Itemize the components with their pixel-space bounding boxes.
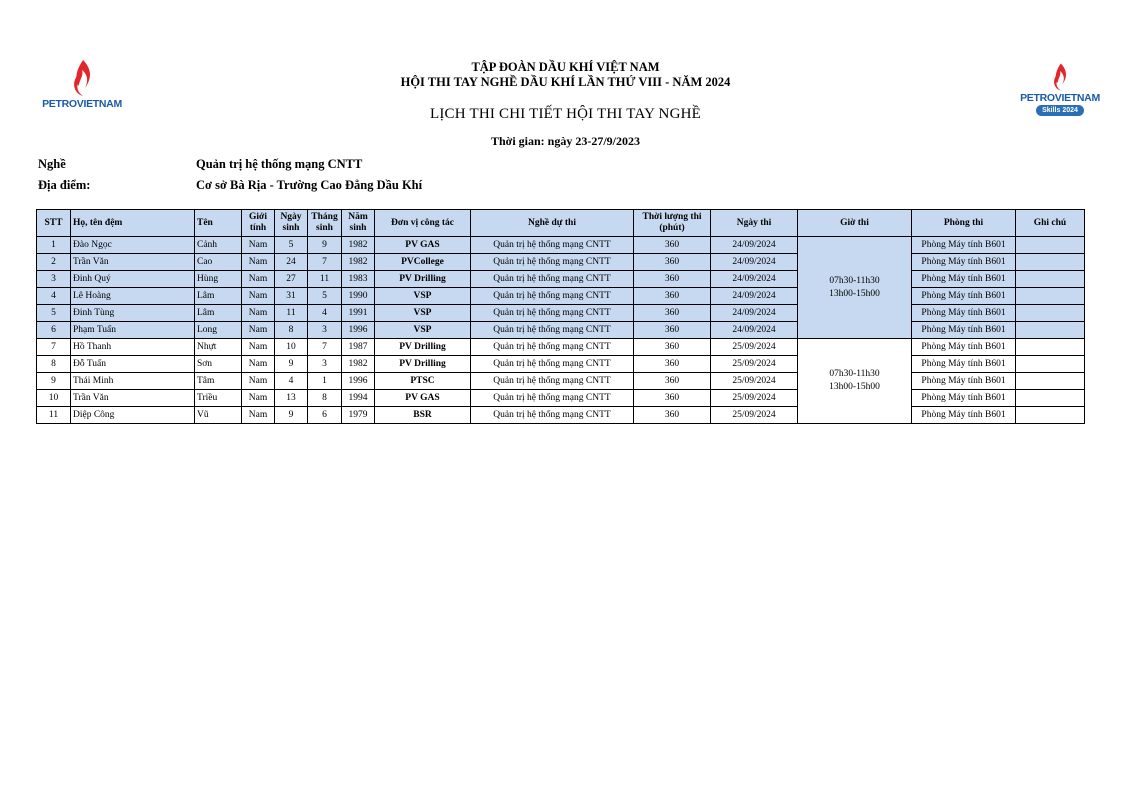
cell-organization: PV GAS bbox=[375, 237, 471, 254]
cell-notes bbox=[1016, 237, 1085, 254]
exam-time-afternoon: 13h00-15h00 bbox=[829, 288, 880, 299]
col-header: Phòng thi bbox=[912, 210, 1016, 237]
cell-exam-room: Phòng Máy tính B601 bbox=[912, 288, 1016, 305]
cell-trade: Quản trị hệ thống mạng CNTT bbox=[471, 237, 634, 254]
cell-birth-month: 6 bbox=[308, 407, 342, 424]
cell-exam-room: Phòng Máy tính B601 bbox=[912, 322, 1016, 339]
cell-notes bbox=[1016, 339, 1085, 356]
exam-time-morning: 07h30-11h30 bbox=[829, 369, 880, 379]
table-row bbox=[37, 356, 1085, 373]
cell-birth-year: 1987 bbox=[342, 339, 375, 356]
cell-gender: Nam bbox=[242, 237, 275, 254]
cell-notes bbox=[1016, 288, 1085, 305]
cell-birth-month: 8 bbox=[308, 390, 342, 407]
cell-birth-year: 1982 bbox=[342, 237, 375, 254]
table-row bbox=[37, 407, 1085, 424]
cell-exam-date: 24/09/2024 bbox=[711, 288, 798, 305]
cell-birth-day: 8 bbox=[275, 322, 308, 339]
cell-exam-date: 24/09/2024 bbox=[711, 271, 798, 288]
cell-organization: PV GAS bbox=[375, 390, 471, 407]
cell-last-middle-name: Đinh Quý bbox=[71, 271, 195, 288]
cell-first-name: Triều bbox=[195, 390, 242, 407]
cell-duration: 360 bbox=[634, 237, 711, 254]
exam-time-morning: 07h30-11h30 bbox=[829, 275, 880, 286]
cell-organization: PTSC bbox=[375, 373, 471, 390]
cell-first-name: Vũ bbox=[195, 407, 242, 424]
cell-last-middle-name: Hồ Thanh bbox=[71, 339, 195, 356]
cell-exam-room: Phòng Máy tính B601 bbox=[912, 356, 1016, 373]
time-period: Thời gian: ngày 23-27/9/2023 bbox=[491, 134, 640, 148]
cell-stt: 9 bbox=[37, 373, 71, 390]
cell-gender: Nam bbox=[242, 254, 275, 271]
cell-last-middle-name: Phạm Tuấn bbox=[71, 322, 195, 339]
cell-exam-date: 25/09/2024 bbox=[711, 339, 798, 356]
cell-birth-day: 31 bbox=[275, 288, 308, 305]
col-header: Giới tính bbox=[242, 210, 275, 237]
cell-exam-room: Phòng Máy tính B601 bbox=[912, 271, 1016, 288]
cell-first-name: Cao bbox=[195, 254, 242, 271]
col-header: Tên bbox=[195, 210, 242, 237]
cell-trade: Quản trị hệ thống mạng CNTT bbox=[471, 339, 634, 356]
cell-birth-year: 1996 bbox=[342, 373, 375, 390]
cell-exam-date: 24/09/2024 bbox=[711, 237, 798, 254]
cell-birth-day: 11 bbox=[275, 305, 308, 322]
cell-organization: PVCollege bbox=[375, 254, 471, 271]
cell-birth-day: 24 bbox=[275, 254, 308, 271]
organization-title: TẬP ĐOÀN DẦU KHÍ VIỆT NAM bbox=[471, 60, 660, 74]
cell-last-middle-name: Đào Ngọc bbox=[71, 237, 195, 254]
cell-gender: Nam bbox=[242, 407, 275, 424]
event-title: HỘI THI TAY NGHỀ DẦU KHÍ LẦN THỨ VIII - NĂM 2024 bbox=[400, 75, 731, 89]
table-row bbox=[37, 322, 1085, 339]
cell-birth-year: 1983 bbox=[342, 271, 375, 288]
cell-organization: PV Drilling bbox=[375, 271, 471, 288]
cell-notes bbox=[1016, 390, 1085, 407]
table-row bbox=[37, 237, 1085, 254]
cell-organization: PV Drilling bbox=[375, 356, 471, 373]
document-title: LỊCH THI CHI TIẾT HỘI THI TAY NGHỀ bbox=[430, 106, 701, 122]
cell-duration: 360 bbox=[634, 339, 711, 356]
table-row bbox=[37, 288, 1085, 305]
col-header: Tháng sinh bbox=[308, 210, 342, 237]
cell-trade: Quản trị hệ thống mạng CNTT bbox=[471, 407, 634, 424]
cell-duration: 360 bbox=[634, 356, 711, 373]
cell-birth-day: 4 bbox=[275, 373, 308, 390]
cell-duration: 360 bbox=[634, 305, 711, 322]
cell-exam-date: 25/09/2024 bbox=[711, 356, 798, 373]
cell-stt: 4 bbox=[37, 288, 71, 305]
skills-badge: Skills 2024 bbox=[1036, 105, 1084, 116]
cell-exam-time bbox=[798, 237, 912, 339]
cell-birth-year: 1994 bbox=[342, 390, 375, 407]
cell-birth-month: 11 bbox=[308, 271, 342, 288]
cell-birth-day: 10 bbox=[275, 339, 308, 356]
cell-exam-date: 25/09/2024 bbox=[711, 390, 798, 407]
cell-exam-date: 24/09/2024 bbox=[711, 305, 798, 322]
cell-gender: Nam bbox=[242, 288, 275, 305]
cell-duration: 360 bbox=[634, 271, 711, 288]
cell-stt: 10 bbox=[37, 390, 71, 407]
cell-gender: Nam bbox=[242, 271, 275, 288]
cell-exam-room: Phòng Máy tính B601 bbox=[912, 407, 1016, 424]
cell-birth-day: 9 bbox=[275, 407, 308, 424]
schedule-table bbox=[36, 209, 1085, 424]
cell-last-middle-name: Trần Văn bbox=[71, 390, 195, 407]
cell-notes bbox=[1016, 373, 1085, 390]
cell-gender: Nam bbox=[242, 322, 275, 339]
cell-duration: 360 bbox=[634, 407, 711, 424]
cell-duration: 360 bbox=[634, 390, 711, 407]
logo-wordmark: PETROVIETNAM bbox=[42, 98, 122, 110]
cell-first-name: Lâm bbox=[195, 305, 242, 322]
trade-label: Nghề bbox=[38, 157, 66, 171]
col-header: STT bbox=[37, 210, 71, 237]
cell-exam-date: 25/09/2024 bbox=[711, 373, 798, 390]
cell-first-name: Nhựt bbox=[195, 339, 242, 356]
col-header: Đơn vị công tác bbox=[375, 210, 471, 237]
cell-stt: 11 bbox=[37, 407, 71, 424]
cell-trade: Quản trị hệ thống mạng CNTT bbox=[471, 254, 634, 271]
cell-exam-room: Phòng Máy tính B601 bbox=[912, 339, 1016, 356]
cell-stt: 7 bbox=[37, 339, 71, 356]
cell-birth-month: 7 bbox=[308, 339, 342, 356]
cell-exam-date: 24/09/2024 bbox=[711, 322, 798, 339]
table-row bbox=[37, 271, 1085, 288]
cell-notes bbox=[1016, 271, 1085, 288]
cell-organization: VSP bbox=[375, 322, 471, 339]
cell-organization: PV Drilling bbox=[375, 339, 471, 356]
cell-trade: Quản trị hệ thống mạng CNTT bbox=[471, 305, 634, 322]
cell-last-middle-name: Trần Văn bbox=[71, 254, 195, 271]
cell-exam-date: 25/09/2024 bbox=[711, 407, 798, 424]
cell-gender: Nam bbox=[242, 339, 275, 356]
cell-birth-year: 1991 bbox=[342, 305, 375, 322]
table-row bbox=[37, 254, 1085, 271]
cell-birth-month: 5 bbox=[308, 288, 342, 305]
cell-notes bbox=[1016, 322, 1085, 339]
cell-notes bbox=[1016, 356, 1085, 373]
col-header: Họ, tên đệm bbox=[71, 210, 195, 237]
cell-birth-month: 4 bbox=[308, 305, 342, 322]
cell-gender: Nam bbox=[242, 373, 275, 390]
cell-first-name: Hùng bbox=[195, 271, 242, 288]
cell-first-name: Cảnh bbox=[195, 237, 242, 254]
cell-birth-day: 27 bbox=[275, 271, 308, 288]
cell-duration: 360 bbox=[634, 373, 711, 390]
col-header: Giờ thi bbox=[798, 210, 912, 237]
cell-gender: Nam bbox=[242, 390, 275, 407]
cell-last-middle-name: Đinh Tùng bbox=[71, 305, 195, 322]
cell-exam-room: Phòng Máy tính B601 bbox=[912, 373, 1016, 390]
cell-birth-year: 1982 bbox=[342, 254, 375, 271]
cell-exam-room: Phòng Máy tính B601 bbox=[912, 305, 1016, 322]
trade-value: Quản trị hệ thống mạng CNTT bbox=[196, 157, 363, 171]
cell-stt: 3 bbox=[37, 271, 71, 288]
cell-exam-room: Phòng Máy tính B601 bbox=[912, 390, 1016, 407]
cell-duration: 360 bbox=[634, 254, 711, 271]
cell-notes bbox=[1016, 254, 1085, 271]
cell-trade: Quản trị hệ thống mạng CNTT bbox=[471, 288, 634, 305]
cell-gender: Nam bbox=[242, 305, 275, 322]
cell-first-name: Tâm bbox=[195, 373, 242, 390]
cell-last-middle-name: Lê Hoàng bbox=[71, 288, 195, 305]
location-value: Cơ sở Bà Rịa - Trường Cao Đẳng Dầu Khí bbox=[196, 178, 423, 192]
cell-birth-day: 5 bbox=[275, 237, 308, 254]
cell-exam-room: Phòng Máy tính B601 bbox=[912, 254, 1016, 271]
cell-duration: 360 bbox=[634, 322, 711, 339]
cell-birth-month: 1 bbox=[308, 373, 342, 390]
table-header-row bbox=[37, 210, 1085, 237]
cell-stt: 8 bbox=[37, 356, 71, 373]
cell-trade: Quản trị hệ thống mạng CNTT bbox=[471, 373, 634, 390]
cell-duration: 360 bbox=[634, 288, 711, 305]
cell-last-middle-name: Đỗ Tuấn bbox=[71, 356, 195, 373]
cell-exam-time bbox=[798, 339, 912, 424]
cell-birth-day: 9 bbox=[275, 356, 308, 373]
table-row bbox=[37, 305, 1085, 322]
cell-stt: 1 bbox=[37, 237, 71, 254]
cell-trade: Quản trị hệ thống mạng CNTT bbox=[471, 322, 634, 339]
cell-trade: Quản trị hệ thống mạng CNTT bbox=[471, 271, 634, 288]
col-header: Ngày thi bbox=[711, 210, 798, 237]
cell-last-middle-name: Thái Minh bbox=[71, 373, 195, 390]
cell-stt: 5 bbox=[37, 305, 71, 322]
cell-birth-year: 1990 bbox=[342, 288, 375, 305]
col-header: Nghề dự thi bbox=[471, 210, 634, 237]
cell-trade: Quản trị hệ thống mạng CNTT bbox=[471, 390, 634, 407]
cell-notes bbox=[1016, 305, 1085, 322]
cell-organization: BSR bbox=[375, 407, 471, 424]
cell-first-name: Sơn bbox=[195, 356, 242, 373]
cell-stt: 6 bbox=[37, 322, 71, 339]
cell-notes bbox=[1016, 407, 1085, 424]
table-row bbox=[37, 373, 1085, 390]
cell-exam-room: Phòng Máy tính B601 bbox=[912, 237, 1016, 254]
cell-gender: Nam bbox=[242, 356, 275, 373]
cell-birth-year: 1982 bbox=[342, 356, 375, 373]
cell-birth-month: 9 bbox=[308, 237, 342, 254]
cell-birth-day: 13 bbox=[275, 390, 308, 407]
cell-birth-month: 3 bbox=[308, 356, 342, 373]
col-header: Ngày sinh bbox=[275, 210, 308, 237]
cell-first-name: Lâm bbox=[195, 288, 242, 305]
cell-trade: Quản trị hệ thống mạng CNTT bbox=[471, 356, 634, 373]
cell-exam-date: 24/09/2024 bbox=[711, 254, 798, 271]
col-header: Thời lượng thi (phút) bbox=[634, 210, 711, 237]
cell-organization: VSP bbox=[375, 288, 471, 305]
cell-stt: 2 bbox=[37, 254, 71, 271]
cell-first-name: Long bbox=[195, 322, 242, 339]
col-header: Năm sinh bbox=[342, 210, 375, 237]
cell-birth-year: 1979 bbox=[342, 407, 375, 424]
col-header: Ghi chú bbox=[1016, 210, 1085, 237]
table-row bbox=[37, 339, 1085, 356]
exam-time-afternoon: 13h00-15h00 bbox=[829, 382, 880, 392]
logo-wordmark: PETROVIETNAM bbox=[1020, 92, 1100, 104]
cell-birth-year: 1996 bbox=[342, 322, 375, 339]
location-label: Địa điểm: bbox=[38, 178, 91, 192]
cell-last-middle-name: Diệp Công bbox=[71, 407, 195, 424]
cell-birth-month: 7 bbox=[308, 254, 342, 271]
table-row bbox=[37, 390, 1085, 407]
cell-birth-month: 3 bbox=[308, 322, 342, 339]
cell-organization: VSP bbox=[375, 305, 471, 322]
